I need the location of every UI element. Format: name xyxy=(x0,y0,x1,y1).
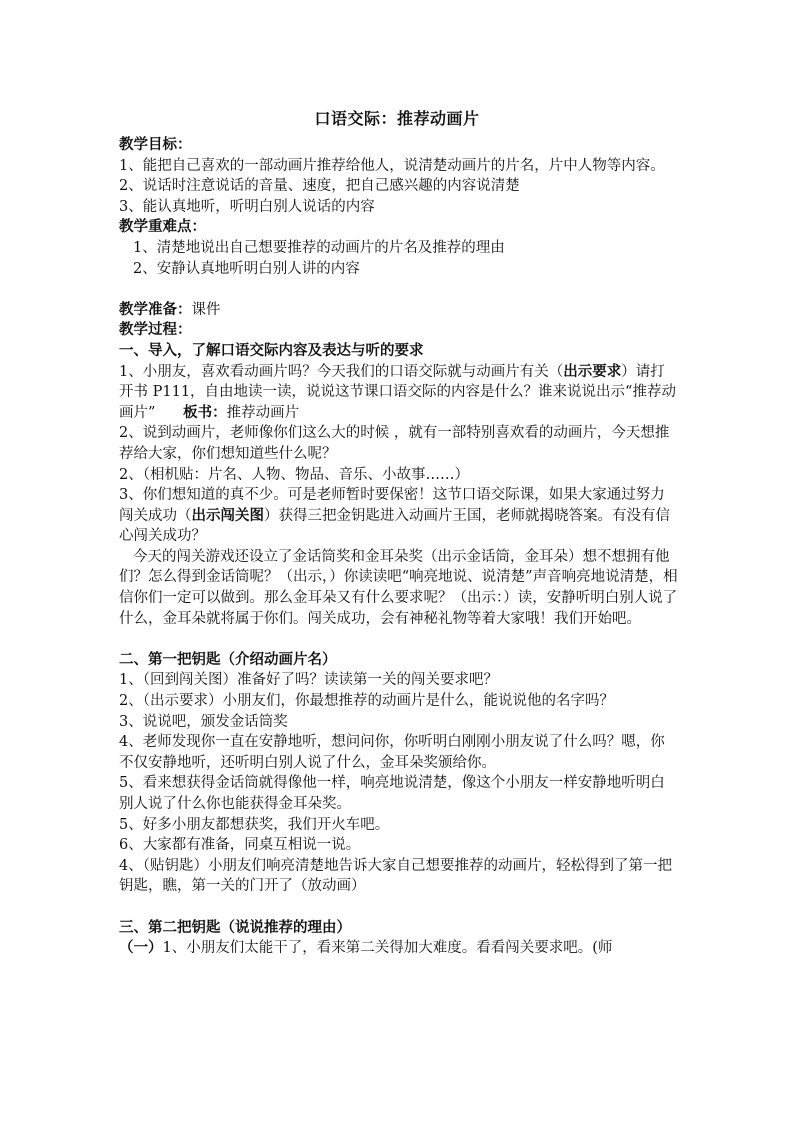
section-2-line-4: 4、老师发现你一直在安静地听，想问问你，你听明白刚刚小朋友说了什么吗？嗯，你不仅安静地听，还听明白别人说了什么，金耳朵奖颁给你。 xyxy=(119,734,665,771)
spacer xyxy=(119,897,679,918)
text-run: 1、小朋友，喜欢看动画片吗？今天我们的口语交际就与动画片有关（ xyxy=(119,363,564,380)
bold-run: 出示要求 xyxy=(563,362,622,380)
bold-run: （一） xyxy=(119,939,163,957)
section-1-heading: 一、导入，了解口语交际内容及表达与听的要求 xyxy=(119,341,424,359)
goal-heading: 教学目标： xyxy=(119,136,192,153)
section-3-heading: 三、第二把钥匙（说说推荐的理由） xyxy=(119,918,351,936)
section-2-line-1: 1、（回到闯关图）准备好了吗？读读第一关的闯关要求吧？ xyxy=(119,672,498,689)
section-2-line-7: 6、大家都有准备，同桌互相说一说。 xyxy=(119,837,361,854)
prep-line xyxy=(119,300,679,321)
text-run: 3、你们想知道的真不少。可是老师暂时要保密！这节口语交际课，如果大家通过努力闯关成功（ xyxy=(119,487,665,524)
document-body xyxy=(119,135,679,959)
spacer xyxy=(119,629,679,650)
section-1-paragraph-4 xyxy=(119,485,679,547)
section-2-line-3: 3、说说吧，颁发金话筒奖 xyxy=(119,713,288,730)
text-run: 1、小朋友们太能干了，看来第二关得加大难度。看看闯关要求吧。(师 xyxy=(162,940,613,957)
section-2-line-5: 5、看来想获得金话筒就得像他一样，响亮地说清楚，像这个小朋友一样安静地听明白别人说了什么你也能获得金耳朵奖。 xyxy=(119,775,665,812)
process-heading: 教学过程： xyxy=(119,321,192,339)
goal-item-2: 2、说话时注意说话的音量、速度，把自己感兴趣的内容说清楚 xyxy=(119,178,520,195)
goal-item-3: 3、能认真地听，听明白别人说话的内容 xyxy=(119,198,375,215)
section-2-line-2: 2、（出示要求）小朋友们，你最想推荐的动画片是什么，能说说他的名字吗？ xyxy=(119,693,614,710)
key-item-1: 1、清楚地说出自己想要推荐的动画片的片名及推荐的理由 xyxy=(133,239,505,256)
section-3-paragraph-1 xyxy=(119,938,679,959)
section-2-heading: 二、第一把钥匙（介绍动画片名） xyxy=(119,650,337,668)
spacer xyxy=(119,279,679,300)
board-label: 板书： xyxy=(183,403,227,421)
key-heading: 教学重难点： xyxy=(119,218,206,236)
section-1-paragraph-3: 2、（相机贴：片名、人物、物品、音乐、小故事……） xyxy=(119,466,469,483)
prep-label: 教学准备： xyxy=(119,300,192,318)
text-run: ）获得三把金钥匙进入动画片王国，老师就揭晓答案。有没有信心闯关成功？ xyxy=(119,507,670,545)
document-title: 口语交际：推荐动画片 xyxy=(314,109,480,128)
text-run: 推荐动画片 xyxy=(226,404,300,421)
key-item-2: 2、安静认真地听明白别人讲的内容 xyxy=(133,260,360,277)
section-2-line-6: 5、好多小朋友都想获奖，我们开火车吧。 xyxy=(119,816,390,833)
section-1-paragraph-5: 今天的闯关游戏还设立了金话筒奖和金耳朵奖（出示金话筒，金耳朵）想不想拥有他们？怎么得到金话筒呢？（出示，）你读读吧“响亮地说、说清楚”声音响亮地说清楚，相信你们一定可以做到。那么金耳朵又有什么要求呢？（出示：）读，安静听明白别人说了什么，金耳朵就将属于你们。闯关成功，会有神秘礼物等着大家哦！我们开始吧。 xyxy=(119,548,678,627)
section-2-line-8: 4、（贴钥匙）小朋友们响亮清楚地告诉大家自己想要推荐的动画片，轻松得到了第一把钥匙，瞧，第一关的门开了（放动画） xyxy=(119,857,672,895)
text-run: ）请打开书 P111，自由地读一读，说说这节课口语交际的内容是什么？谁来说说出示“推荐动画片” xyxy=(119,363,676,421)
prep-value: 课件 xyxy=(191,301,221,318)
section-1-paragraph-2: 2、说到动画片，老师像你们这么大的时候 ，就有一部特别喜欢看的动画片，今天想推荐给大家，你们想知道些什么呢？ xyxy=(119,425,670,462)
bold-run: 出示闯关图 xyxy=(191,506,264,524)
goal-item-1: 1、能把自己喜欢的一部动画片推荐给他人，说清楚动画片的片名，片中人物等内容。 xyxy=(119,157,665,174)
section-1-paragraph-1 xyxy=(119,362,679,424)
